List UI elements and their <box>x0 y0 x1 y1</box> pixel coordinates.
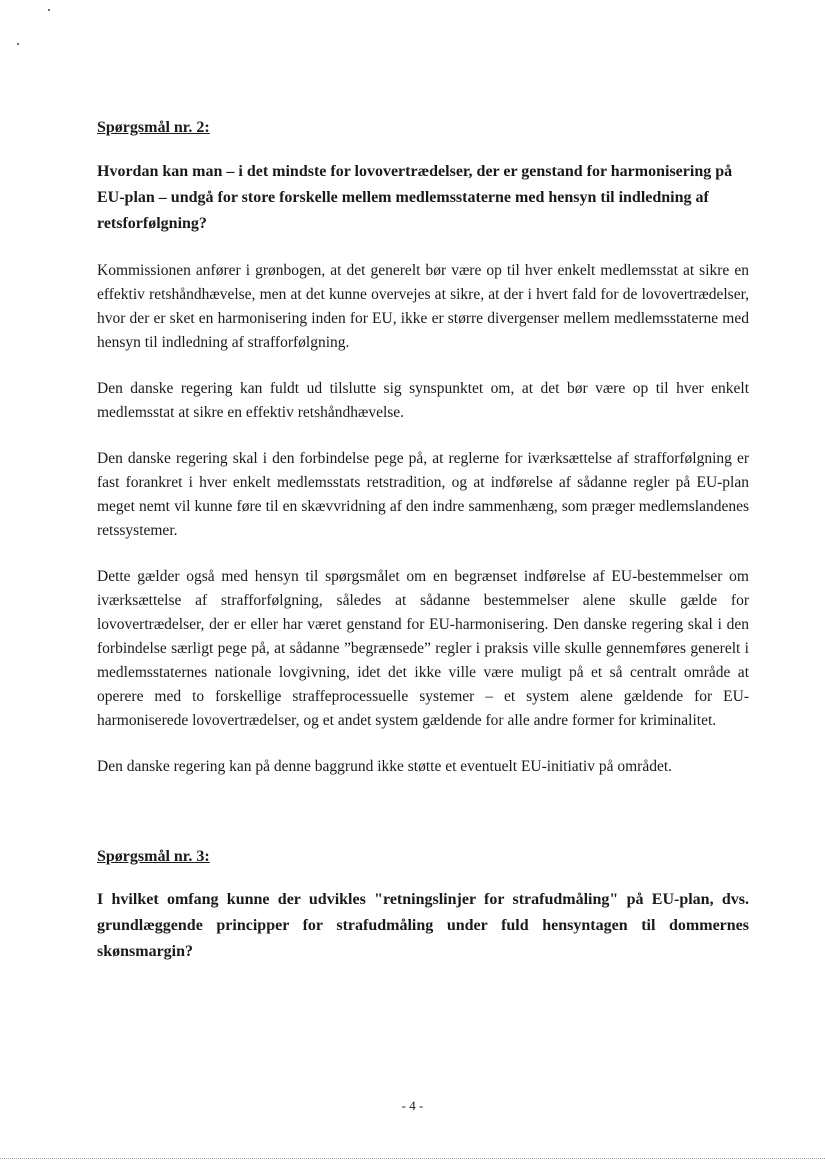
scan-speck <box>17 43 19 45</box>
page-content <box>97 117 749 965</box>
question-2-heading: Spørgsmål nr. 2: <box>97 119 210 136</box>
question-2-text: Hvordan kan man – i det mindste for lovovertrædelser, der er genstand for harmonisering på EU-plan – undgå for store forskelle mellem medlemsstaterne med hensyn til indledning af retsforfølgning? <box>97 163 733 232</box>
question-3-text: I hvilket omfang kunne der udvikles "retningslinjer for strafudmåling" på EU-plan, dvs. grundlæggende principper for strafudmåling under fuld hensyntagen til dommernes skønsmargin? <box>97 891 749 960</box>
paragraph: Den danske regering skal i den forbindelse pege på, at reglerne for iværksættelse af strafforfølgning er fast forankret i hver enkelt medlemsstats retstradition, og at indførelse af sådanne regler på EU-plan meget nemt vil kunne føre til en skævvridning af den indre sammenhæng, som præger medlemslandenes retssystemer. <box>97 450 749 539</box>
paragraph: Kommissionen anfører i grønbogen, at det generelt bør være op til hver enkelt medlemsstat at sikre en effektiv retshåndhævelse, men at det kunne overvejes at sikre, at der i hvert fald for de lovovertrædelser, hvor der er sket en harmonisering inden for EU, ikke er større divergenser mellem medlemsstaterne med hensyn til indledning af strafforfølgning. <box>97 262 749 351</box>
bottom-divider <box>0 1158 825 1159</box>
paragraph: Dette gælder også med hensyn til spørgsmålet om en begrænset indførelse af EU-bestemmelser om iværksættelse af strafforfølgning, således at sådanne bestemmelser alene skulle gælde for lovovertrædelser, der er eller har været genstand for EU-harmonisering. Den danske regering skal i den forbindelse særligt pege på, at sådanne ”begrænsede” regler i praksis ville skulle gennemføres generelt i medlemsstaternes nationale lovgivning, idet det ikke ville være muligt på et så centralt område at operere med to forskellige straffeprocessuelle systemer – et system alene gældende for EU-harmoniserede lovovertrædelser, og et andet system gældende for alle andre former for kriminalitet. <box>97 568 749 729</box>
paragraph: Den danske regering kan fuldt ud tilslutte sig synspunktet om, at det bør være op til hver enkelt medlemsstat at sikre en effektiv retshåndhævelse. <box>97 380 749 421</box>
question-3-heading: Spørgsmål nr. 3: <box>97 848 210 865</box>
page-number: - 4 - <box>401 1098 424 1113</box>
scan-speck <box>48 9 50 11</box>
paragraph: Den danske regering kan på denne baggrund ikke støtte et eventuelt EU-initiativ på området. <box>97 758 673 775</box>
